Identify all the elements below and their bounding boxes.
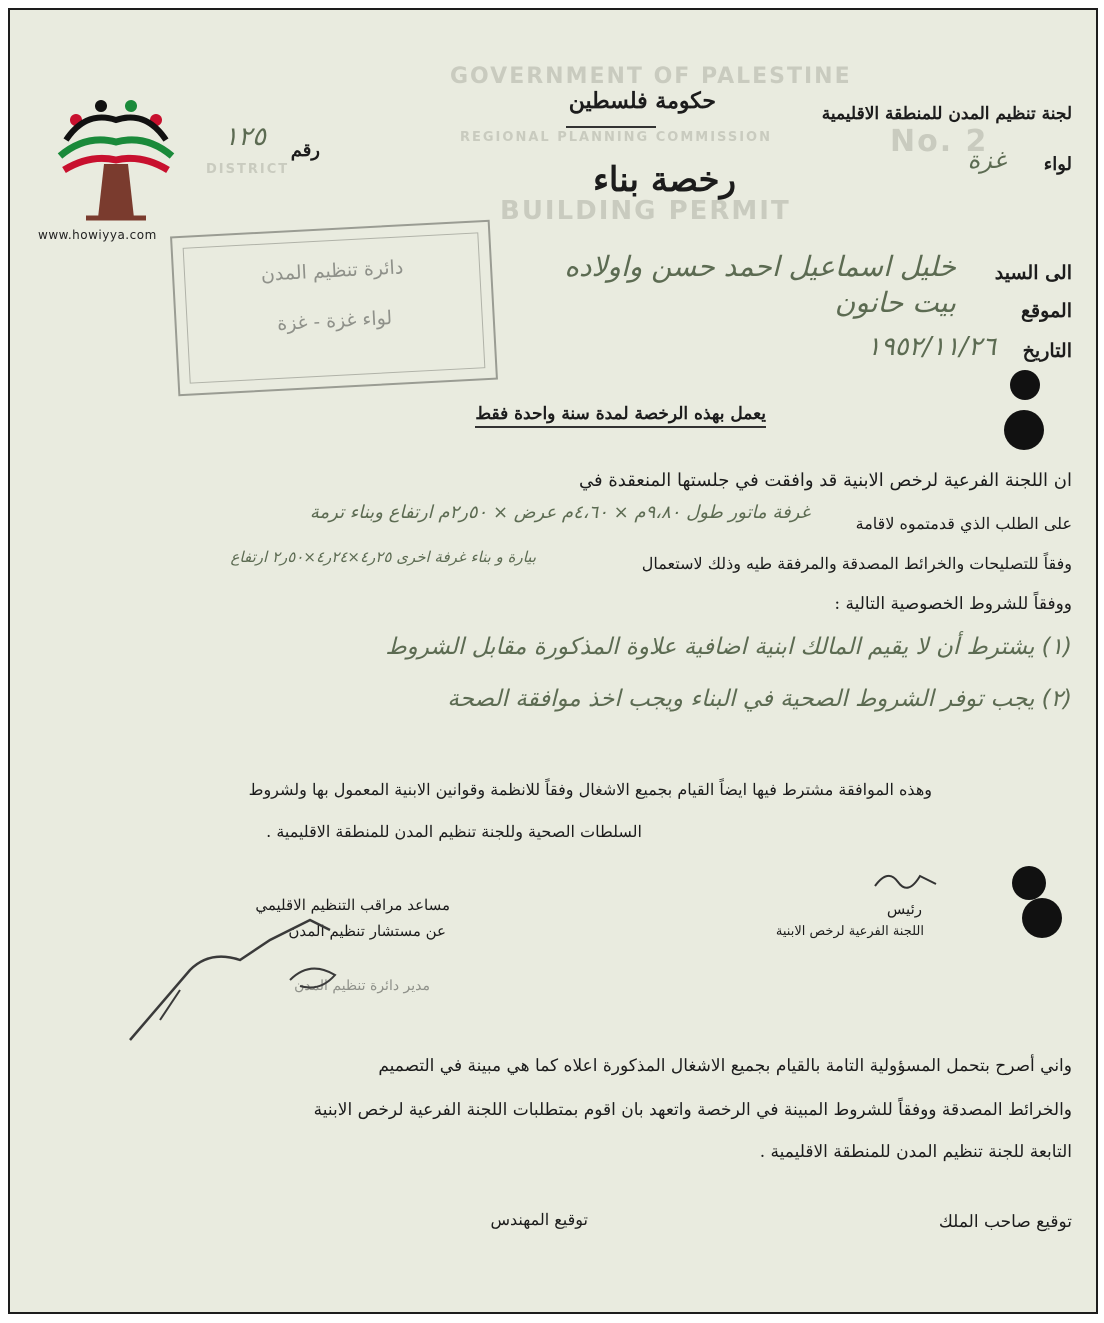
owner-signature-label: توقيع صاحب الملك [938,1212,1072,1232]
declaration-line3: التابعة للجنة تنظيم المدن للمنطقة الاقليمية . [759,1142,1072,1162]
howiyya-logo-icon [46,90,186,250]
location-label: الموقع [1020,300,1072,322]
to-label: الى السيد [994,262,1072,284]
location-value: بيت حانون [834,286,956,319]
stamp-line2: لواء غزة - غزة [276,306,393,335]
validity-note: يعمل بهذه الرخصة لمدة سنة واحدة فقط [475,404,766,428]
date-label: التاريخ [1022,340,1072,362]
body-line2-hand: غرفة ماتور طول ٩،٨٠م × ٤،٦٠م عرض × ٥٠ر٢م ارتفاع وبناء ترمة [309,502,810,523]
chair-org: اللجنة الفرعية لرخص الابنية [775,924,924,939]
stamp-under-signature: مدير دائرة تنظيم المدن [294,978,430,994]
to-value: خليل اسماعيل احمد حسن واولاده [564,250,956,283]
punch-hole [1010,370,1040,400]
district-value: غزة [967,146,1006,174]
chair-signature-icon [870,864,940,894]
ghost-permit: BUILDING PERMIT [500,196,791,226]
permit-document [8,8,1098,1314]
permit-title: رخصة بناء [592,160,736,200]
ghost-rpc: REGIONAL PLANNING COMMISSION [460,130,772,145]
body-line1: ان اللجنة الفرعية لرخص الابنية قد وافقت في جلستها المنعقدة في [578,470,1072,491]
office-stamp [170,220,498,397]
date-value: ١٩٥٢/١١/٢٦ [866,332,996,362]
approval-line2: السلطات الصحية وللجنة تنظيم المدن للمنطقة الاقليمية . [266,822,642,841]
engineer-signature-label: توقيع المهندس [490,1210,588,1229]
punch-hole [1022,898,1062,938]
condition-2: (٢) يجب توفر الشروط الصحية في البناء ويجب اخذ موافقة الصحة [447,686,1072,712]
punch-hole [1004,410,1044,450]
ghost-district: DISTRICT [206,162,290,177]
number-label: رقم [290,140,320,161]
assistant-org: عن مستشار تنظيم المدن [288,922,446,940]
ghost-no: No. 2 [890,124,989,159]
logo-url: www.howiyya.com [38,228,157,242]
committee-name: لجنة تنظيم المدن للمنطقة الاقليمية [821,104,1072,124]
declaration-line1: واني أصرح بتحمل المسؤولية التامة بالقيام بجميع الاشغال المذكورة اعلاه كما هي مبينة في التصميم [378,1056,1072,1076]
body-line2-printed: على الطلب الذي قدمتموه لاقامة [855,514,1072,533]
body-line4: ووفقاً للشروط الخصوصية التالية : [834,594,1072,614]
assistant-signature-icon [120,900,360,1050]
chair-title: رئيس [886,900,922,918]
gov-title: حكومة فلسطين [568,88,716,114]
body-line3-printed: وفقاً للتصليحات والخرائط المصدقة والمرفقة طيه وذلك لاستعمال [641,554,1072,573]
number-value: ١٢٥ [224,122,266,152]
approval-line1: وهذه الموافقة مشترط فيها ايضاً القيام بجميع الاشغال وفقاً للانظمة وقوانين الابنية المعمول بها ولشروط [248,780,932,799]
condition-1: (١) يشترط أن لا يقيم المالك ابنية اضافية علاوة المذكورة مقابل الشروط [385,634,1072,660]
ghost-gov-title: GOVERNMENT OF PALESTINE [450,64,852,89]
punch-hole [1012,866,1046,900]
stamp-line1: دائرة تنظيم المدن [260,256,404,286]
declaration-line2: والخرائط المصدقة ووفقاً للشروط المبينة في الرخصة واتعهد بان اقوم بمتطلبات اللجنة الفرعية لرخص الابنية [313,1100,1072,1120]
body-line3-hand: بيارة و بناء غرفة اخرى ٢٥ر٤×٢٤ر٤×٥٠ر٢ ارتفاع [230,548,536,566]
district-label: لواء [1043,154,1072,175]
assistant-title: مساعد مراقب التنظيم الاقليمي [255,896,450,914]
title-rule [566,126,656,128]
